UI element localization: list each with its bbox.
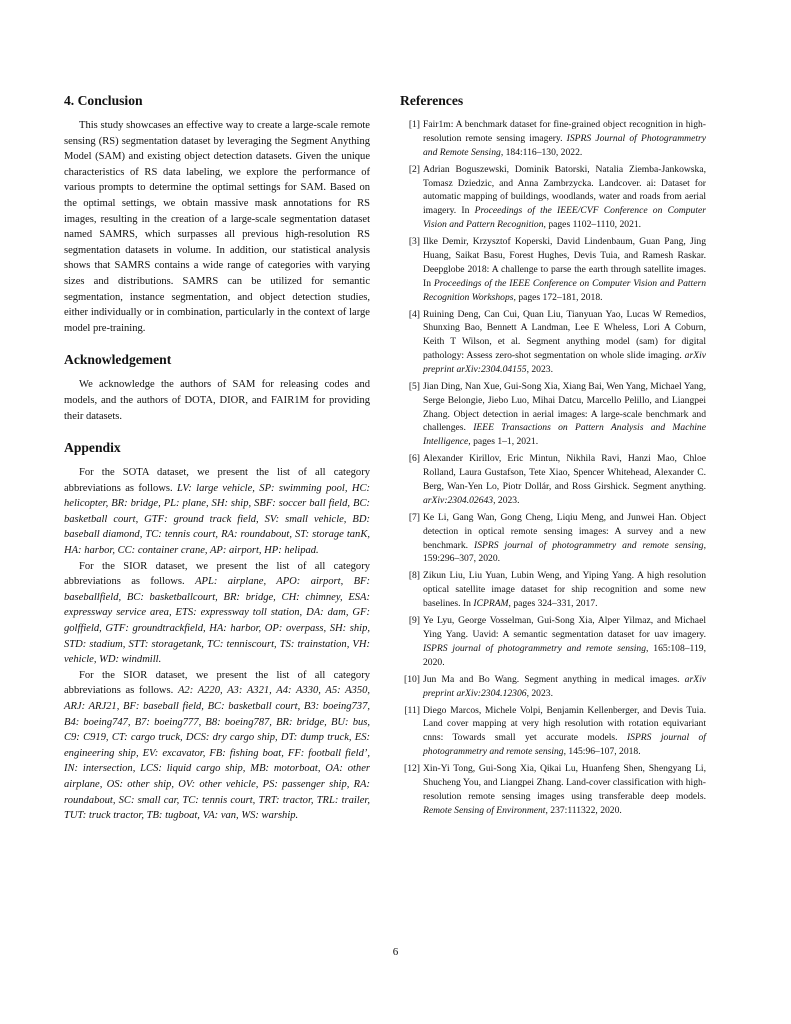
acknowledgement-heading: Acknowledgement <box>64 352 172 368</box>
left-column <box>64 93 370 840</box>
conclusion-heading: 4. Conclusion <box>64 93 143 108</box>
conclusion-section <box>64 93 370 336</box>
reference-number: [1] <box>408 119 420 130</box>
reference-number: [11] <box>404 704 420 716</box>
reference-number: [12] <box>404 763 420 775</box>
reference-number: [3] <box>408 236 420 248</box>
reference-item: [6] Alexander Kirillov, Eric Mintun, Nikhila Ravi, Hanzi Mao, Chloe Rolland, Laura Gustafson, Tete Xiao, Spencer Whitehead, Alexander C. Berg, Wan-Yen Lo, Piotr Dollár, and Ross Girshick. Segment anything. arXiv:2304.02643, 2023. <box>400 452 706 507</box>
appendix-sior2-list: A2: A220, A3: A321, A4: A330, A5: A350, ARJ: ARJ21, BF: baseball field, BC: basketball court, B3: boeing737, B4: boeing747, B7: boeing777, B8: boeing787, BR: bridge, BU: bus, C9: C919, CT: cargo truck, DCS: dry cargo ship, DT: dump truck, ES: engineering ship, EV: excavator, FB: fishing boat, FF: football field’, IN: intersection, LCS: liquid cargo ship, MB: motorboat, OA: other airplane, OS: other ship, OV: other vehicle, PS: passenger ship, RA: roundabout, SC: small car, TC: tennis court, TRT: tractor, TRL: trailer, TUT: truck tractor, TB: tugboat, VA: van, WS: warship. <box>64 685 371 822</box>
reference-item: [8] Zikun Liu, Liu Yuan, Lubin Weng, and Yiping Yang. A high resolution optical satellite image dataset for ship recognition and some new baselines. In ICPRAM, pages 324–331, 2017. <box>400 569 706 611</box>
reference-number: [10] <box>404 673 420 685</box>
reference-number: [5] <box>408 380 420 392</box>
appendix-paragraph-sota <box>64 465 370 559</box>
appendix-section <box>64 440 370 824</box>
conclusion-paragraph: This study showcases an effective way to create a large-scale remote sensing (RS) segmentation dataset by leveraging the Segment Anything Model (SAM) and existing object detection datasets. Given the unique characteristics of RS data labeling, we explore the performance of various prompts to determine the optimal settings for SAM. Based on the optimal settings, we obtain massive mask annotations for RS images, resulting in the creation of a large-scale segmentation dataset named SAMRS, which surpasses all previous high-resolution RS segmentation datasets in volume. In addition, our statistical analysis shows that SAMRS contains a wide range of categories with varying sizes and distributions. SAMRS can be utilized for semantic segmentation, instance segmentation, and object detection studies, either individually or in combination, particularly in the context of large model pre-training. <box>64 120 370 334</box>
reference-item: [7] Ke Li, Gang Wan, Gong Cheng, Liqiu Meng, and Junwei Han. Object detection in optical remote sensing images: A survey and a new benchmark. ISPRS journal of photogrammetry and remote sensing, 159:296–307, 2020. <box>400 511 706 566</box>
reference-list <box>400 118 706 818</box>
references-heading: References <box>400 93 464 108</box>
reference-item: [12] Xin-Yi Tong, Gui-Song Xia, Qikai Lu, Huanfeng Shen, Shengyang Li, Shucheng You, and Liangpei Zhang. Land-cover classification with high-resolution remote sensing images using transferable deep models. Remote Sensing of Environment, 237:111322, 2020. <box>400 762 706 817</box>
reference-item: [1] Fair1m: A benchmark dataset for fine-grained object recognition in high-resolution remote sensing imagery. ISPRS Journal of Photogrammetry and Remote Sensing, 184:116–130, 2022. <box>400 118 706 160</box>
reference-item: [4] Ruining Deng, Can Cui, Quan Liu, Tianyuan Yao, Lucas W Remedios, Shunxing Bao, Bennett A Landman, Lee E Wheless, Lori A Coburn, Keith T Wilson, et al. Segment anything model (sam) for digital pathology: Assess zero-shot segmentation on whole slide imaging. arXiv preprint arXiv:2304.04155, 2023. <box>400 308 706 377</box>
appendix-sota-list: LV: large vehicle, SP: swimming pool, HC: helicopter, BR: bridge, PL: plane, SH: ship, SBF: soccer ball field, BC: basketball court, GTF: ground track field, SV: small vehicle, BD: baseball diamond, TC: tennis court, RA: roundabout, ST: storage tanK, HA: harbor, CC: container crane, AP: airport, HP: helipad. <box>64 482 371 557</box>
reference-item: [11] Diego Marcos, Michele Volpi, Benjamin Kellenberger, and Devis Tuia. Land cover mapping at very high resolution with rotation equivariant cnns: Towards small yet accurate models. ISPRS journal of photogrammetry and remote sensing, 145:96–107, 2018. <box>400 704 706 759</box>
reference-number: [9] <box>408 615 420 627</box>
reference-number: [7] <box>408 511 420 523</box>
reference-number: [2] <box>408 163 420 175</box>
appendix-paragraph-sior-1 <box>64 559 370 668</box>
reference-number: [4] <box>408 308 420 320</box>
reference-item: [9] Ye Lyu, George Vosselman, Gui-Song Xia, Alper Yilmaz, and Michael Ying Yang. Uavid: A semantic segmentation dataset for uav imagery. ISPRS journal of photogrammetry and remote sensing, 165:108–119, 2020. <box>400 614 706 669</box>
acknowledgement-paragraph: We acknowledge the authors of SAM for releasing codes and models, and the authors of DOTA, DIOR, and FAIR1M for providing their datasets. <box>64 379 370 422</box>
reference-number: [8] <box>408 570 420 582</box>
appendix-sior1-lead: For the SIOR dataset, we present the list of all category abbreviations as follows. <box>64 560 370 588</box>
reference-number: [6] <box>408 453 420 465</box>
acknowledgement-section <box>64 352 370 424</box>
appendix-paragraph-sior-2 <box>64 668 370 824</box>
appendix-sior2-lead: For the SIOR dataset, we present the list of all category abbreviations as follows. <box>64 669 370 697</box>
reference-item: [10] Jun Ma and Bo Wang. Segment anything in medical images. arXiv preprint arXiv:2304.12306, 2023. <box>400 673 706 701</box>
reference-item: [3] Ilke Demir, Krzysztof Koperski, David Lindenbaum, Guan Pang, Jing Huang, Saikat Basu, Forest Hughes, Devis Tuia, and Ramesh Raskar. Deepglobe 2018: A challenge to parse the earth through satellite images. In Proceedings of the IEEE Conference on Computer Vision and Pattern Recognition Workshops, pages 172–181, 2018. <box>400 235 706 304</box>
reference-item: [2] Adrian Boguszewski, Dominik Batorski, Natalia Ziemba-Jankowska, Tomasz Dziedzic, and Anna Zambrzycka. Landcover. ai: Dataset for automatic mapping of buildings, woodlands, water and roads from aerial imagery. In Proceedings of the IEEE/CVF Conference on Computer Vision and Pattern Recognition, pages 1102–1110, 2021. <box>400 163 706 232</box>
appendix-sior1-list: APL: airplane, APO: airport, BF: baseballfield, BC: basketballcourt, BR: bridge, CH: chimney, ESA: expressway service area, ETS: expressway toll station, DA: dam, GF: golffield, GTF: groundtrackfield, HA: harbor, OP: overpass, SH: ship, STD: stadium, STT: storagetank, TC: tenniscourt, TS: trainstation, VH: vehicle, WD: windmill. <box>64 576 371 666</box>
page-number: 6 <box>392 946 399 958</box>
appendix-sota-lead: For the SOTA dataset, we present the list of all category abbreviations as follows. <box>64 467 370 494</box>
appendix-heading: Appendix <box>64 440 121 456</box>
right-column <box>400 93 706 821</box>
reference-item: [5] Jian Ding, Nan Xue, Gui-Song Xia, Xiang Bai, Wen Yang, Michael Yang, Serge Belongie, Jiebo Luo, Mihai Datcu, Marcello Pelillo, and Liangpei Zhang. Object detection in aerial images: A large-scale benchmark and challenges. IEEE Transactions on Pattern Analysis and Machine Intelligence, pages 1–1, 2021. <box>400 380 706 449</box>
